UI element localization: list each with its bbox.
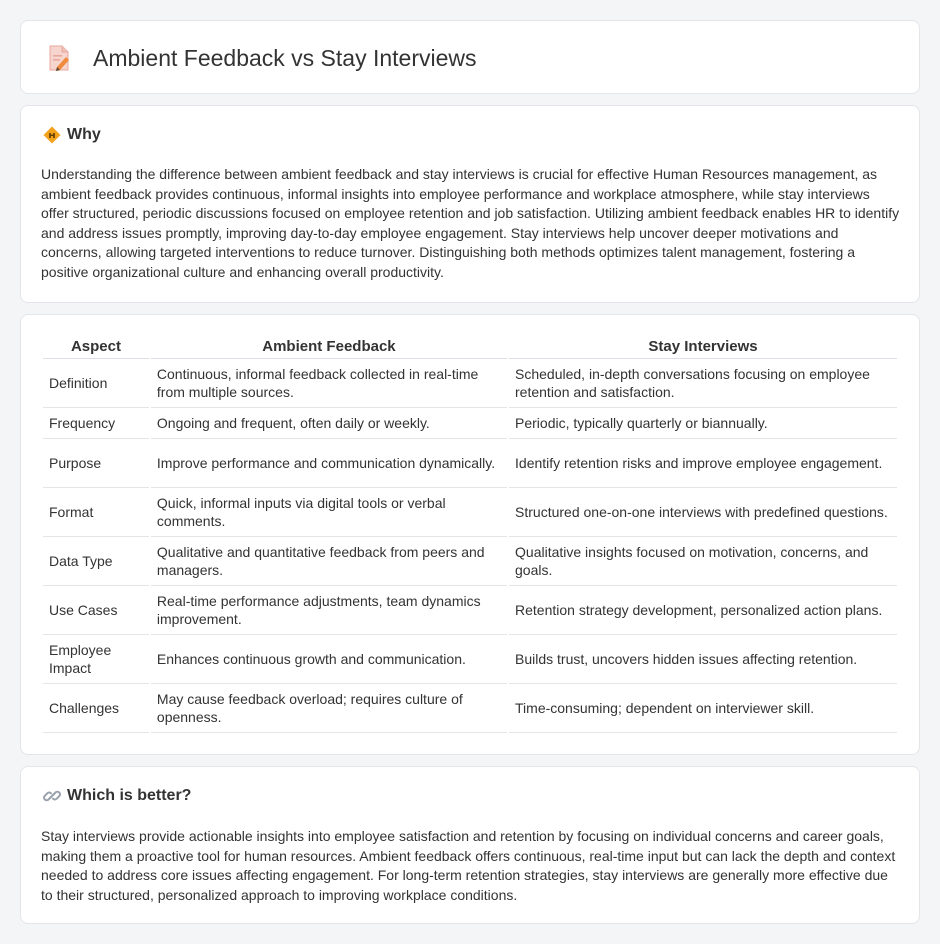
stay-interviews-cell: Builds trust, uncovers hidden issues affecting retention. (509, 635, 897, 684)
table-row (43, 586, 897, 635)
table-header-row (43, 335, 897, 359)
table-row (43, 488, 897, 537)
stay-interviews-cell: Time-consuming; dependent on interviewer skill. (509, 684, 897, 733)
ambient-feedback-cell: May cause feedback overload; requires culture of openness. (151, 684, 507, 733)
title-card (20, 20, 920, 94)
ambient-feedback-cell: Qualitative and quantitative feedback from peers and managers. (151, 537, 507, 586)
stay-interviews-cell: Scheduled, in-depth conversations focusing on employee retention and satisfaction. (509, 359, 897, 408)
better-text: Stay interviews provide actionable insights into employee satisfaction and retention by focusing on individual concerns and career goals, making them a proactive tool for human resources. Ambient feedback offers continuous, real-time input but can lack the depth and context needed to address core issues affecting engagement. For long-term retention strategies, stay interviews are generally more effective due to their structured, personalized approach to improving workplace conditions. (41, 828, 896, 903)
column-header-ambient-feedback: Ambient Feedback (151, 335, 507, 359)
comparison-section (20, 314, 920, 755)
stay-interviews-cell: Qualitative insights focused on motivation, concerns, and goals. (509, 537, 897, 586)
column-header-aspect: Aspect (43, 335, 149, 359)
aspect-cell: Format (43, 488, 149, 537)
comparison-table (41, 335, 899, 733)
ambient-feedback-cell: Quick, informal inputs via digital tools or verbal comments. (151, 488, 507, 537)
which-is-better-section (20, 766, 920, 924)
title-row (47, 43, 477, 73)
stay-interviews-cell: Retention strategy development, personalized action plans. (509, 586, 897, 635)
column-header-stay-interviews: Stay Interviews (509, 335, 897, 359)
document-pencil-icon (47, 44, 71, 72)
why-heading-row (43, 126, 101, 144)
link-icon (43, 787, 61, 805)
ambient-feedback-cell: Enhances continuous growth and communication. (151, 635, 507, 684)
why-heading: Why (67, 126, 101, 143)
table-row (43, 537, 897, 586)
aspect-cell: Frequency (43, 408, 149, 439)
aspect-cell: Purpose (43, 439, 149, 488)
stay-interviews-cell: Identify retention risks and improve employee engagement. (509, 439, 897, 488)
ambient-feedback-cell: Improve performance and communication dynamically. (151, 439, 507, 488)
stay-interviews-cell: Structured one-on-one interviews with predefined questions. (509, 488, 897, 537)
better-heading: Which is better? (67, 787, 192, 804)
aspect-cell: Definition (43, 359, 149, 408)
table-row (43, 359, 897, 408)
table-row (43, 439, 897, 488)
why-text: Understanding the difference between ambient feedback and stay interviews is crucial for effective Human Resources management, as ambient feedback provides continuous, informal insights into employee performance and workplace atmosphere, while stay interviews offer structured, periodic discussions focused on employee retention and job satisfaction. Utilizing ambient feedback enables HR to identify and address issues promptly, improving day-to-day employee engagement. Stay interviews help uncover deeper motivations and concerns, allowing targeted interventions to reduce turnover. Distinguishing both methods optimizes talent management, fostering a positive organizational culture and enhancing overall productivity. (41, 166, 900, 280)
better-heading-row (43, 787, 191, 805)
why-section (20, 105, 920, 303)
table-row (43, 635, 897, 684)
aspect-cell: Challenges (43, 684, 149, 733)
ambient-feedback-cell: Continuous, informal feedback collected in real-time from multiple sources. (151, 359, 507, 408)
stay-interviews-cell: Periodic, typically quarterly or biannually. (509, 408, 897, 439)
diamond-signal-icon (43, 126, 61, 144)
aspect-cell: Use Cases (43, 586, 149, 635)
page-title: Ambient Feedback vs Stay Interviews (93, 45, 477, 71)
ambient-feedback-cell: Real-time performance adjustments, team dynamics improvement. (151, 586, 507, 635)
aspect-cell: Data Type (43, 537, 149, 586)
ambient-feedback-cell: Ongoing and frequent, often daily or weekly. (151, 408, 507, 439)
table-row (43, 408, 897, 439)
table-row (43, 684, 897, 733)
aspect-cell: Employee Impact (43, 635, 149, 684)
